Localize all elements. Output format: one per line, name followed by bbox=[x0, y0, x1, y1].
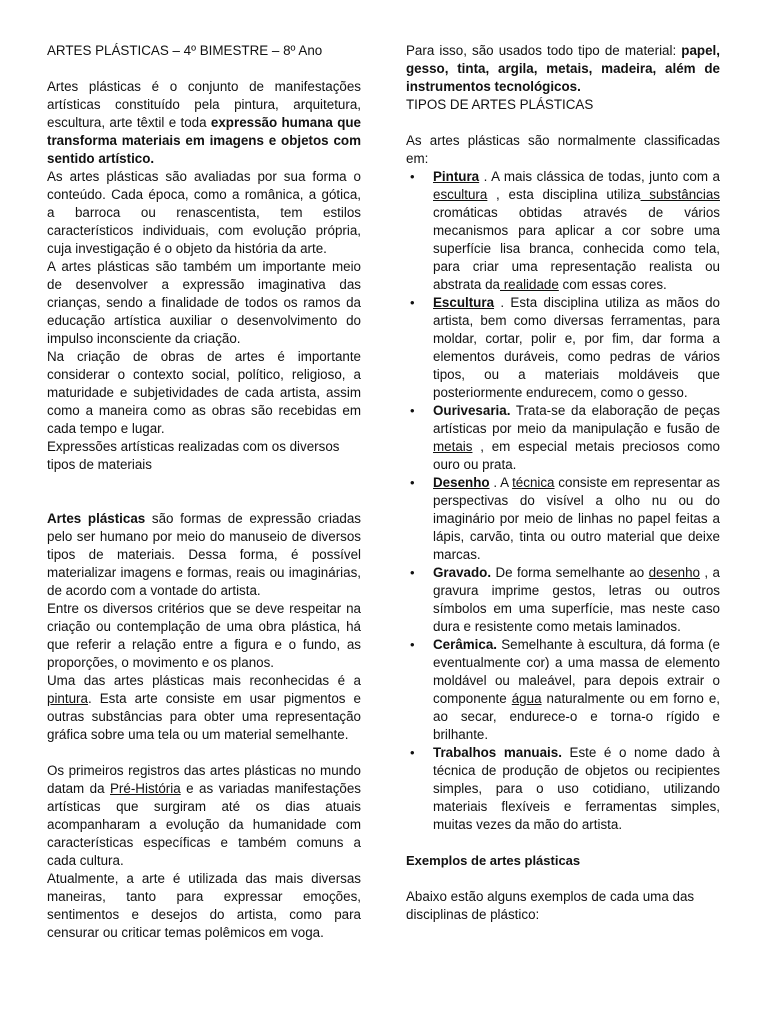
right-column bbox=[406, 42, 720, 924]
paragraph-evaluation: As artes plásticas são avaliadas por sua forma o conteúdo. Cada época, como a românica, a gótica, a barroca ou renascentista, tem estilos característicos individuais, com evolução própria, cuja investigação é o objeto da história da arte. bbox=[47, 169, 361, 256]
definition-term: Artes plásticas bbox=[47, 511, 146, 526]
pintura-text-b: , esta disciplina utiliza bbox=[487, 187, 641, 202]
pintura-title[interactable]: Pintura bbox=[433, 169, 480, 184]
types-intro: As artes plásticas são normalmente classificadas em: bbox=[406, 133, 720, 166]
bullet-icon: • bbox=[410, 169, 415, 184]
link-pintura[interactable]: pintura bbox=[47, 691, 88, 706]
link-desenho[interactable]: desenho bbox=[648, 565, 700, 580]
painting-text-b: . Esta arte consiste em usar pigmentos e outras substâncias para obter uma representação gráfica sobre uma tela ou um material semelhante. bbox=[47, 691, 361, 742]
escultura-text: . Esta disciplina utiliza as mãos do artista, bem como diversas ferramentas, para moldar, cortar, polir e, por fim, dar forma a elementos duráveis, como pedras de vários tipos, ou a materiais moldáveis que posteriormente endurecem, como o gesso. bbox=[433, 295, 720, 400]
trabalhos-text: Este é o nome dado à técnica de produção de objetos ou recipientes simples, para o uso cotidiano, utilizando materiais flexíveis e ferramentas simples, muitas vezes da mão do artista. bbox=[433, 745, 720, 832]
paragraph-prehistory bbox=[47, 762, 361, 870]
pintura-text-c: cromáticas obtidas através de vários mecanismos para aplicar a cor sobre uma superfície lisa branca, conhecida como tela, para criar uma representação realista ou abstrata da bbox=[433, 205, 720, 292]
ceramica-text-a: Semelhante à escultura, dá forma (e eventualmente cor) a uma massa de elemento moldável ou maleável, para depois extrair o componente bbox=[433, 637, 720, 706]
link-pre-historia[interactable]: Pré-História bbox=[110, 781, 181, 796]
trabalhos-title: Trabalhos manuais. bbox=[433, 745, 562, 760]
ourivesaria-text-b: , em especial metais preciosos como ouro ou prata. bbox=[433, 439, 720, 472]
paragraph-children: A artes plásticas são também um importante meio de desenvolver a expressão imaginativa das crianças, sendo a finalidade de todos os ramos da educação artística auxiliar o desenvolvimento do impulso inconsciente da criação. bbox=[47, 259, 361, 346]
bullet-icon: • bbox=[410, 637, 415, 652]
examples-text: Abaixo estão alguns exemplos de cada uma das disciplinas de plástico: bbox=[406, 889, 695, 922]
paragraph-expressions: Expressões artísticas realizadas com os diversos tipos de materiais bbox=[47, 439, 340, 472]
definition-text: são formas de expressão criadas pelo ser humano por meio do manuseio de diversos tipos de materiais. Dessa forma, é possível materializar imagens e formas, reais ou imaginárias, de acordo com a vontade do artista. bbox=[47, 511, 361, 598]
ourivesaria-text-a: Trata-se da elaboração de peças artísticas por meio da manipulação e fusão de bbox=[433, 403, 720, 436]
bullet-icon: • bbox=[410, 475, 415, 490]
paragraph-today: Atualmente, a arte é utilizada das mais diversas maneiras, tanto para expressar emoções, sentimentos e desejos do artista, como para censurar ou criticar temas polêmicos em voga. bbox=[47, 871, 361, 940]
left-column bbox=[47, 42, 361, 942]
link-escultura[interactable]: escultura bbox=[433, 187, 488, 202]
list-item-trabalhos-manuais bbox=[406, 744, 720, 834]
escultura-title[interactable]: Escultura bbox=[433, 295, 495, 310]
gravado-text-a: De forma semelhante ao bbox=[491, 565, 649, 580]
document-title: ARTES PLÁSTICAS – 4º BIMESTRE – 8º Ano bbox=[47, 43, 323, 58]
link-metais[interactable]: metais bbox=[433, 439, 473, 454]
ourivesaria-title: Ourivesaria. bbox=[433, 403, 511, 418]
gravado-text-b: , a gravura imprime gestos, letras ou outros símbolos em uma superfície, mas neste caso dura e resistente como metais laminados. bbox=[433, 565, 720, 634]
link-substancias[interactable]: substâncias bbox=[640, 187, 720, 202]
link-realidade[interactable]: realidade bbox=[500, 277, 559, 292]
bullet-icon: • bbox=[410, 565, 415, 580]
paragraph-painting bbox=[47, 672, 361, 744]
materials-text: Para isso, são usados todo tipo de material: bbox=[406, 43, 682, 58]
list-item-ourivesaria bbox=[406, 402, 720, 474]
painting-text-a: Uma das artes plásticas mais reconhecidas é a bbox=[47, 673, 361, 688]
link-agua[interactable]: água bbox=[511, 691, 542, 706]
types-heading: TIPOS DE ARTES PLÁSTICAS bbox=[406, 97, 594, 112]
desenho-text-b: consiste em representar as perspectivas do visível a olho nu ou do imaginário por meio de linhas no papel feitas a lápis, carvão, tinta ou outro material que deixe marcas. bbox=[433, 475, 720, 562]
intro-emphasis: expressão humana que transforma materiais em imagens e objetos com sentido artístico. bbox=[47, 115, 361, 166]
list-item-desenho bbox=[406, 474, 720, 564]
prehistory-text-b: e as variadas manifestações artísticas que surgiram até os dias atuais acompanharam a evolução da humanidade com características específicas e também comuns a cada cultura. bbox=[47, 781, 361, 868]
paragraph-materials bbox=[406, 42, 720, 96]
desenho-text-a: . A bbox=[489, 475, 513, 490]
desenho-title[interactable]: Desenho bbox=[433, 475, 490, 490]
intro-paragraph bbox=[47, 78, 361, 168]
pintura-text-a: . A mais clássica de todas, junto com a bbox=[479, 169, 720, 184]
list-item-pintura bbox=[406, 168, 720, 294]
materials-list: papel, gesso, tinta, argila, metais, madeira, além de instrumentos tecnológicos. bbox=[406, 43, 720, 94]
list-item-ceramica bbox=[406, 636, 720, 744]
bullet-icon: • bbox=[410, 403, 415, 418]
bullet-icon: • bbox=[410, 295, 415, 310]
art-types-list bbox=[406, 168, 720, 834]
examples-heading: Exemplos de artes plásticas bbox=[406, 853, 581, 868]
bullet-icon: • bbox=[410, 745, 415, 760]
pintura-text-d: com essas cores. bbox=[558, 277, 667, 292]
ceramica-text-b: naturalmente ou em forno e, ao secar, endurece-o e torna-o rígido e brilhante. bbox=[433, 691, 721, 742]
gravado-title: Gravado. bbox=[433, 565, 492, 580]
paragraph-context: Na criação de obras de artes é importante considerar o contexto social, político, religioso, a maturidade e subjetividades de cada artista, assim como a maneira como as obras são recebidas em cada tempo e lugar. bbox=[47, 349, 361, 436]
link-tecnica[interactable]: técnica bbox=[512, 475, 555, 490]
ceramica-title: Cerâmica. bbox=[433, 637, 498, 652]
intro-text: Artes plásticas é o conjunto de manifestações artísticas constituído pela pintura, arquitetura, escultura, arte têxtil e toda bbox=[47, 79, 361, 130]
list-item-escultura bbox=[406, 294, 720, 402]
paragraph-definition bbox=[47, 510, 361, 600]
paragraph-criteria: Entre os diversos critérios que se deve respeitar na criação ou contemplação de uma obra plástica, há que referir a relação entre a figura e o fundo, as proporções, o movimento e os planos. bbox=[47, 601, 361, 670]
prehistory-text-a: Os primeiros registros das artes plásticas no mundo datam da bbox=[47, 763, 361, 796]
list-item-gravado bbox=[406, 564, 720, 636]
